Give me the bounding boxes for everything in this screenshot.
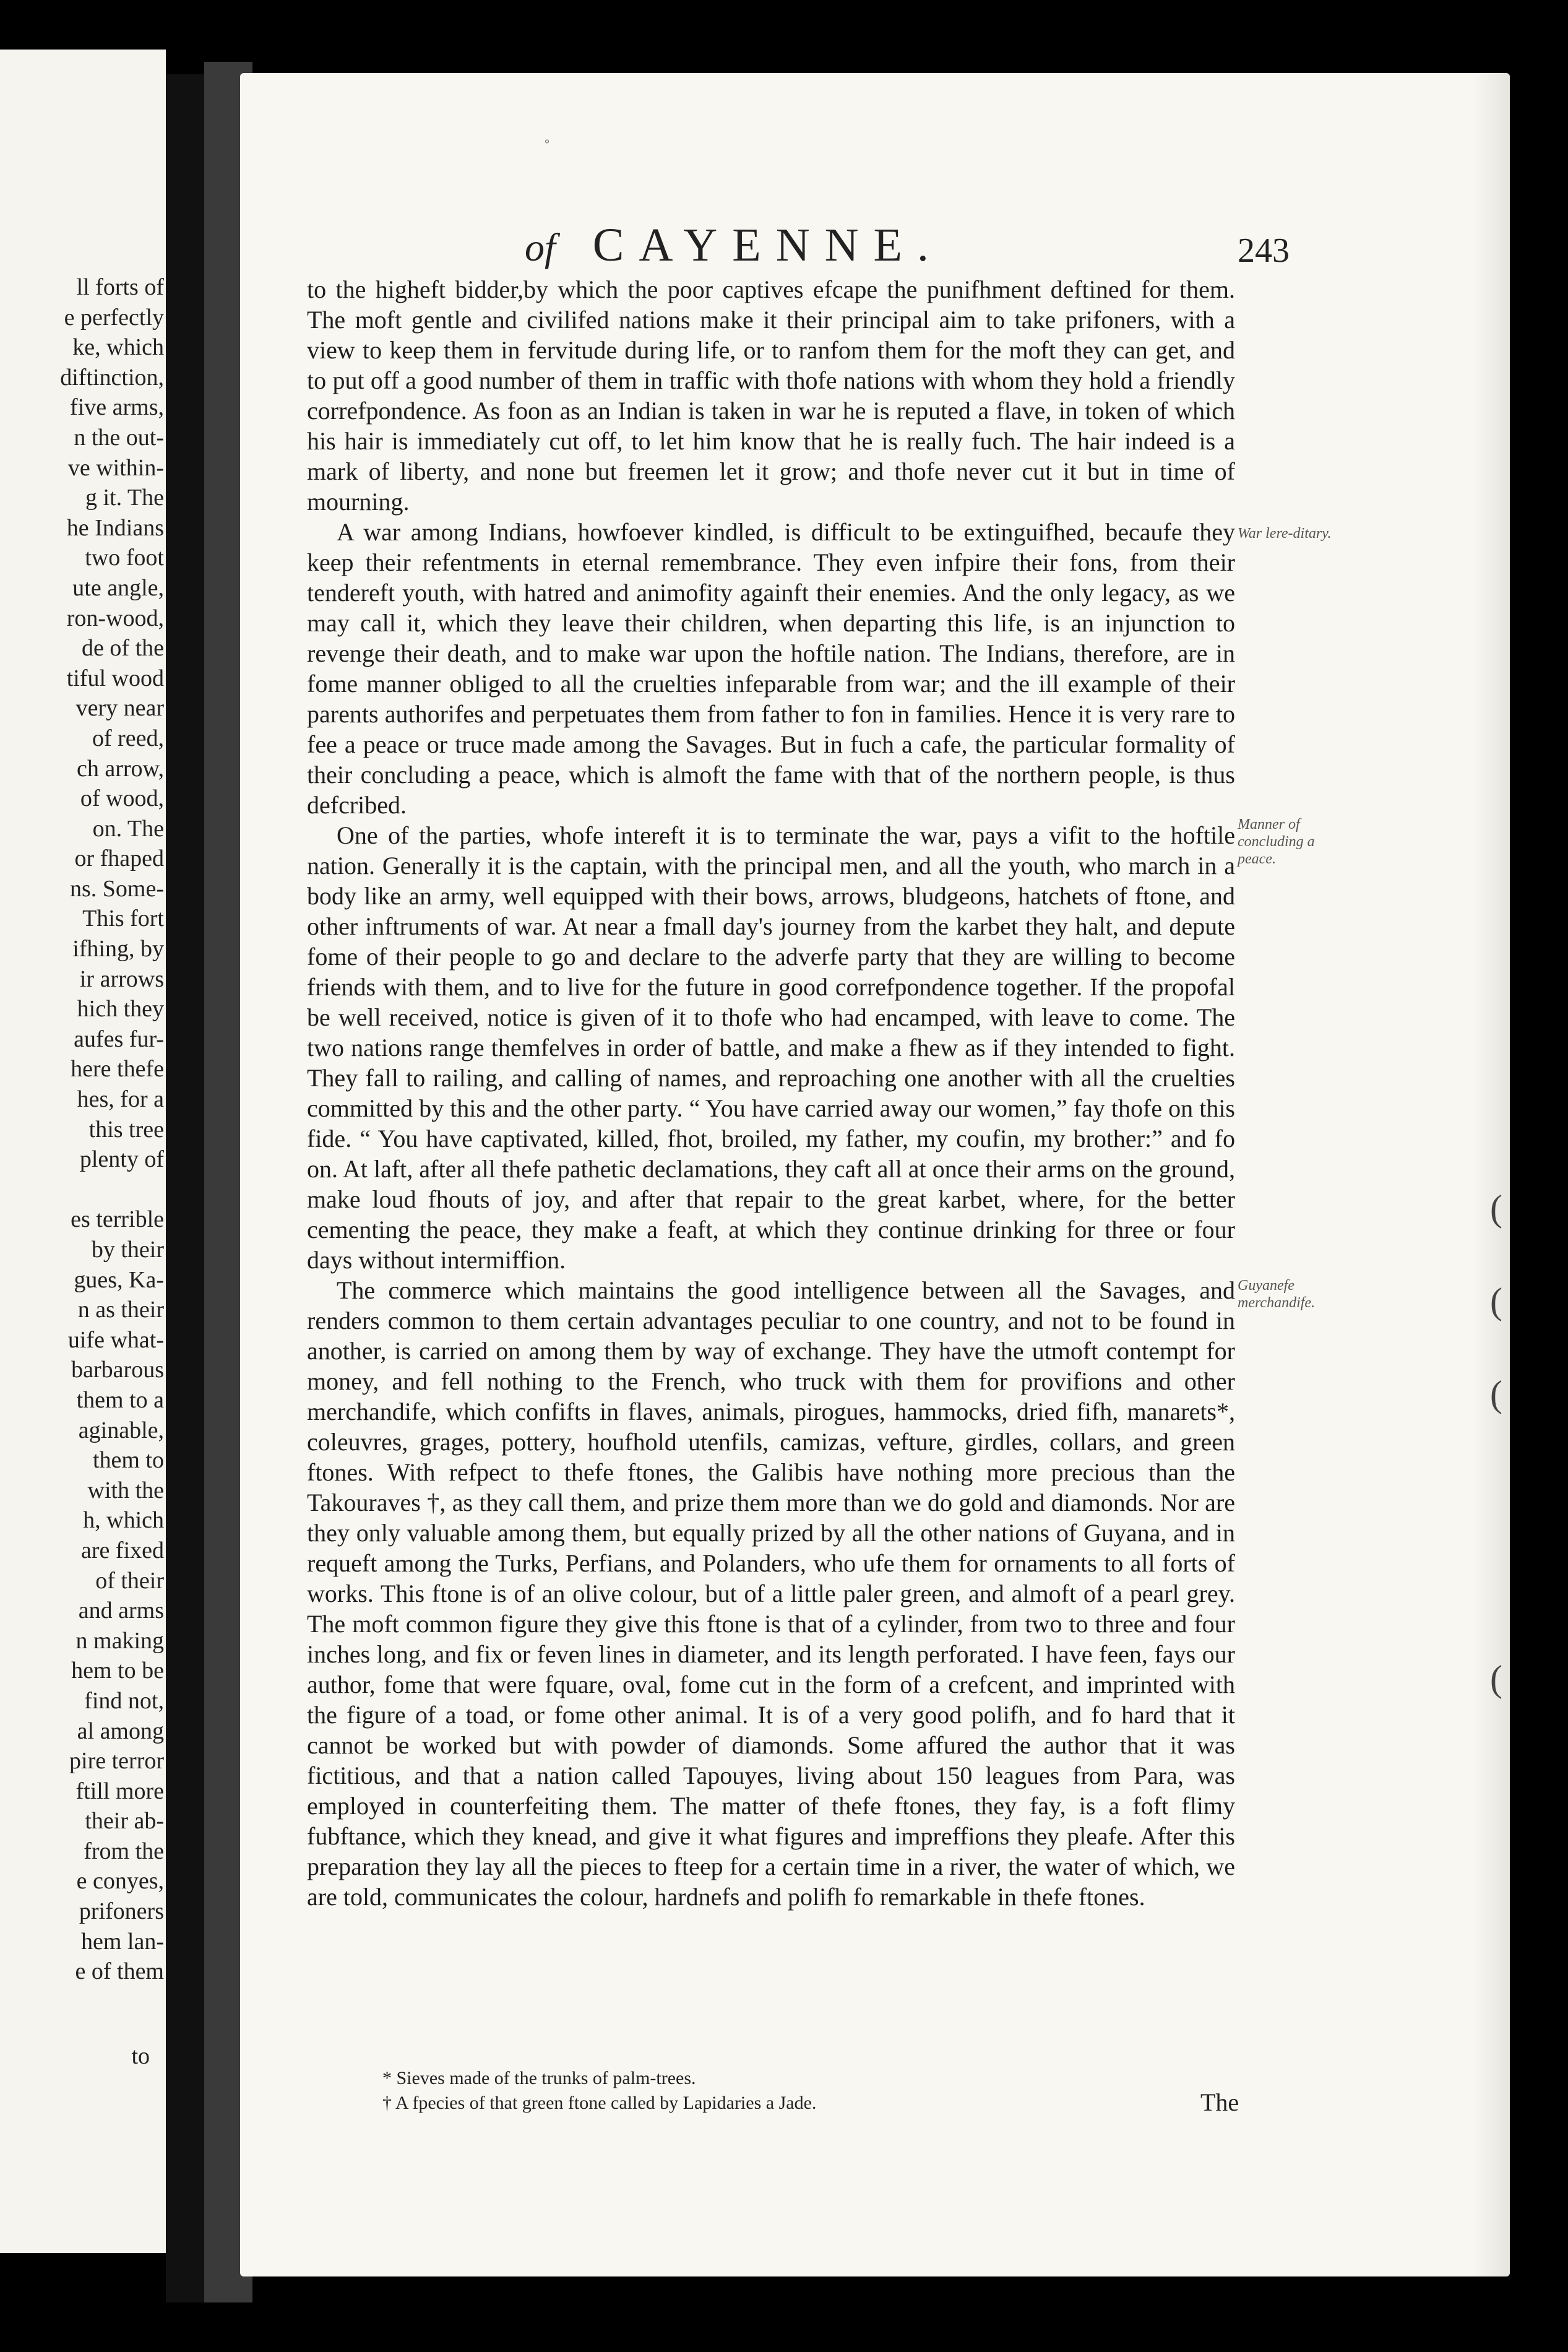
edge-mark: ( [1490, 1281, 1502, 1321]
left-page-line: them to [92, 1447, 164, 1474]
left-page-line: are fixed [81, 1537, 164, 1563]
left-page-line: pire terror [69, 1748, 164, 1775]
running-title-of: of [525, 225, 556, 269]
left-page-line: by their [91, 1237, 164, 1263]
left-page-line: and arms [78, 1598, 164, 1624]
footnote: † A fpecies of that green ftone called by Lapidaries a Jade. [382, 2093, 817, 2113]
left-page-line: plenty of [79, 1146, 164, 1173]
margin-note-merchandise: Guyanefe merchandife. [1238, 1278, 1316, 1311]
footnote: * Sieves made of the trunks of palm-trees. [382, 2068, 696, 2088]
left-page-line: hem lan- [80, 1928, 164, 1955]
top-mark: ° [545, 137, 549, 151]
left-page-line: of their [95, 1567, 164, 1594]
left-page-line: de of the [82, 635, 164, 662]
left-page-line: ftill more [75, 1778, 164, 1804]
left-page-line [0, 1175, 164, 1205]
left-page-line: g it. The [85, 485, 164, 511]
left-page-text [0, 272, 164, 1987]
left-page-line: ke, which [72, 334, 164, 361]
left-page-line: from the [84, 1838, 164, 1864]
left-page-line: or fhaped [74, 845, 164, 872]
left-page-line: e of them [75, 1958, 164, 1985]
left-page-catchword: to [131, 2043, 150, 2069]
left-page-line: gues, Ka- [74, 1266, 164, 1293]
left-page-line: ron-wood, [66, 605, 164, 631]
left-page-line: al among [77, 1718, 164, 1744]
left-page-line: ch arrow, [76, 755, 164, 782]
margin-note-peace: Manner of concluding a peace. [1238, 816, 1315, 867]
left-page-line: hem to be [71, 1658, 164, 1684]
left-page-line: prifoners [79, 1898, 164, 1925]
left-page-line: here thefe [71, 1056, 164, 1083]
left-page-line: ute angle, [72, 574, 164, 601]
left-page-line: hich they [77, 996, 164, 1023]
running-title [525, 218, 944, 272]
left-page-line: ve within- [67, 454, 164, 481]
left-page-line: of reed, [92, 725, 164, 751]
left-page-line: ll forts of [76, 274, 164, 300]
catchword: The [1200, 2088, 1239, 2116]
left-page-line: diftinction, [60, 364, 164, 391]
margin-note-war: War lere-ditary. [1238, 525, 1332, 542]
left-page-line: five arms, [70, 394, 164, 421]
edge-mark: ( [1490, 1188, 1502, 1229]
left-page-line: aginable, [78, 1417, 164, 1443]
left-page-line: very near [75, 695, 164, 722]
left-page-line: ifhing, by [72, 936, 164, 962]
paragraph: One of the parties, whofe intereft it is to terminate the war, pays a vifit to the hoftile nation. Generally it is the captain, with the principal men, and all the youth, who march in a body like an army, well equipped with their bows, arrows, bludgeons, hatchets of ftone, and other inftruments of war. At near a fmall day's journey from the karbet they halt, and depute fome of their people to go and declare to the adverfe party that they are willing to become friends with them, and to live for the future in good correfpondence together. If the propofal be well received, notice is given of it to thofe who had encamped, with leave to come. The two nations range themfelves in order of battle, and make a fhew as if they intended to fight. They fall to railing, and calling of names, and reproaching one another with all the cruelties committed by this and the other party. “ You have carried away our women,” fay thofe on this fide. “ You have captivated, killed, fhot, broiled, my father, my coufin, my brother:” and fo on. At laft, after all thefe pathetic declamations, they caft all at once their arms on the ground, make loud fhouts of joy, and after that repair to the great karbet, where, for the better cementing the peace, they make a feaft, at which they continue drinking for three or four days without intermiffion. [307, 821, 1235, 1274]
right-page [240, 73, 1510, 2276]
left-page-line: of wood, [80, 785, 164, 812]
left-page-line: This fort [82, 906, 164, 932]
left-page-line: n the out- [74, 424, 164, 451]
left-page-line: aufes fur- [74, 1026, 164, 1052]
edge-mark: ( [1490, 1658, 1502, 1699]
left-page-line: ir arrows [79, 966, 164, 992]
left-page-line: ns. Some- [70, 875, 164, 902]
left-page-line: on. The [92, 815, 164, 842]
left-page-line: uife what- [67, 1326, 164, 1353]
left-page-line: he Indians [66, 514, 164, 541]
left-page-line: h, which [83, 1507, 164, 1534]
left-page-line: find not, [84, 1687, 164, 1714]
paragraph: to the higheft bidder,by which the poor captives efcape the punifhment deftined for them. The moft gentle and civilifed nations make it their principal aim to take prifoners, with a view to keep them in fervitude during life, or to ranfom them for the moft they can get, and to put off a good number of them in traffic with thofe nations with whom they hold a friendly correfpondence. As foon as an Indian is taken in war he is reputed a flave, in token of which his hair is immediately cut off, to let him know that he is really fuch. The hair indeed is a mark of liberty, and none but freemen let it grow; and thofe never cut it but in time of mourning. [307, 275, 1235, 516]
edge-mark: ( [1490, 1373, 1502, 1414]
page-number: 243 [1238, 231, 1290, 270]
left-page-fragment [0, 50, 166, 2253]
left-page-line: n as their [77, 1297, 164, 1323]
left-page-line: n making [75, 1627, 164, 1654]
left-page-line: barbarous [71, 1357, 164, 1383]
left-page-line: e conyes, [76, 1868, 164, 1895]
paragraph: The commerce which maintains the good intelligence between all the Savages, and renders common to them certain advantages peculiar to one country, and not to be found in another, is carried on among them by way of exchange. They have the utmoft contempt for money, and fell nothing to the French, who truck with them for provifions and other merchandife, which confifts in flaves, animals, pirogues, hammocks, dried fifh, manarets*, coleuvres, grages, pottery, houfhold utenfils, camizas, vefture, girdles, collars, and green ftones. With refpect to thefe ftones, the Galibis have nothing more precious than the Takouraves †, as they call them, and prize them more than we do gold and diamonds. Nor are they only valuable among them, but equally prized by all the other nations of Guyana, and in requeft among the Turks, Perfians, and Polanders, who ufe them for ornaments to all forts of works. This ftone is of an olive colour, but of a little paler green, and almoft of a pearl grey. The moft common figure they give this ftone is that of a cylinder, from two to three and four inches long, and fix or feven lines in diameter, and its length perforated. I have feen, fays our author, fome that were fquare, oval, fome cut in the form of a crefcent, and imprinted with the figure of a toad, or fome other animal. It is of a very good polifh, and fo hard that it cannot be worked but with powder of diamonds. Some affured the author that it was fictitious, and that a nation called Tapouyes, living about 150 leagues from Para, was employed in counterfeiting them. The matter of thefe ftones, they fay, is a foft flimy fubftance, which they knead, and give it what figures and impreffions they pleafe. After this preparation they lay all the pieces to fteep for a certain time in a river, the water of which, we are told, communicates the colour, hardnefs and polifh fo remarkable in thefe ftones. [307, 1276, 1235, 1911]
left-page-line: e perfectly [64, 304, 164, 331]
running-title-text: CAYENNE. [592, 219, 944, 271]
left-page-line: two foot [85, 545, 164, 571]
body-text [307, 274, 1235, 1912]
left-page-line: with the [87, 1477, 164, 1503]
left-page-line: hes, for a [77, 1086, 164, 1113]
left-page-line: tiful wood [66, 665, 164, 691]
left-page-line: their ab- [85, 1808, 164, 1835]
left-page-line: them to a [76, 1386, 164, 1413]
page-edge [1473, 73, 1510, 2276]
paragraph: A war among Indians, howfoever kindled, is difficult to be extinguifhed, becaufe they keep their refentments in eternal remembrance. They even infpire their fons, from their tendereft youth, with hatred and animofity againft their enemies. And the only legacy, as we may call it, which they leave their children, when departing this life, is an injunction to revenge their death, and to make war upon the hoftile nation. The Indians, therefore, are in fome manner obliged to all the cruelties infeparable from war; and the ill example of their parents authorifes and perpetuates them from father to fon in families. Hence it is very rare to fee a peace or truce made among the Savages. But in fuch a cafe, the particular formality of their concluding a peace, which is almoft the fame with that of the northern people, is thus defcribed. [307, 518, 1235, 819]
left-page-line: es terrible [71, 1206, 164, 1233]
left-page-line: this tree [88, 1116, 164, 1143]
footnotes [382, 2066, 816, 2116]
